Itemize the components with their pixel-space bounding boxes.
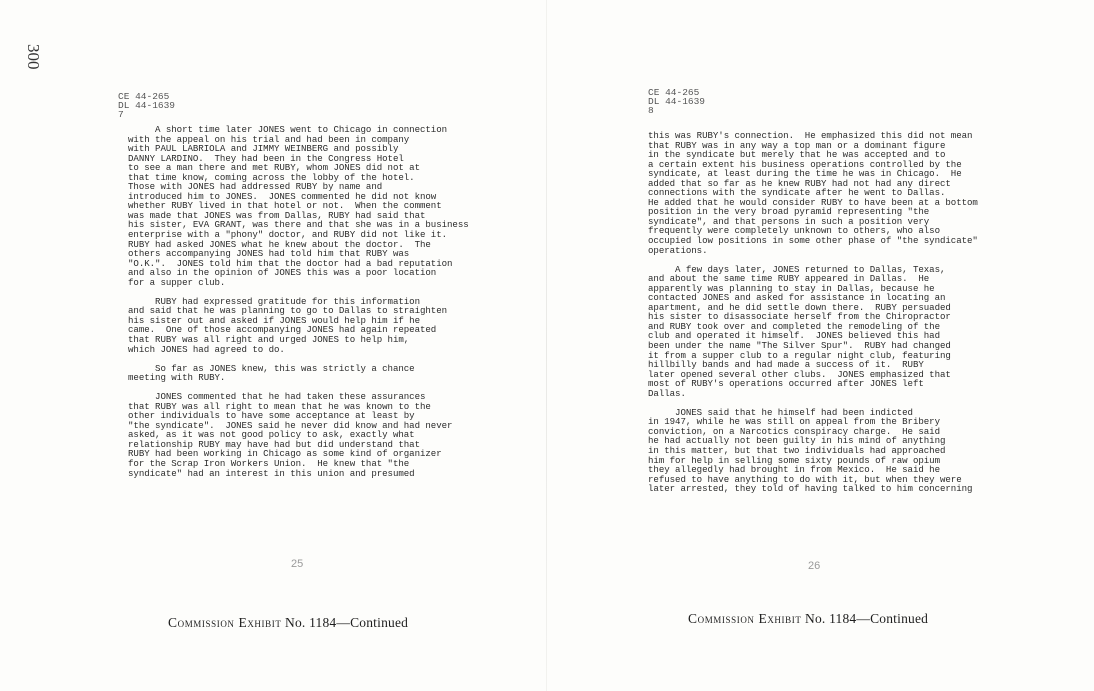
text-line: syndicate", and that persons in such a position very	[648, 215, 930, 227]
text-line: apartment, and he did settle down there. RUBY persuaded	[648, 301, 951, 313]
text-line: occupied low positions in some other phase of "the syndicate"	[648, 235, 978, 247]
text-line: enterprise with a "phony" doctor, and RUBY did not like it.	[128, 229, 448, 241]
text-line: DANNY LARDINO. They had been in the Congress Hotel	[128, 152, 404, 164]
text-line: that time know, coming across the lobby of the hotel.	[128, 171, 415, 183]
side-page-number: 300	[24, 44, 43, 70]
text-line: conviction, on a Narcotics conspiracy charge. He said	[648, 425, 940, 437]
text-line: refused to have anything to do with it, but when they were	[648, 473, 962, 485]
text-line: relationship RUBY may have had but did understand that	[128, 438, 420, 450]
text-line: Dallas.	[648, 387, 686, 399]
left-exhibit-number: No. 1184—Continued	[285, 615, 409, 630]
left-header-page-line: 7	[118, 109, 124, 120]
text-line: came. One of those accompanying JONES had again repeated	[128, 324, 437, 336]
text-line: it from a supper club to a regular night club, featuring	[648, 349, 951, 361]
text-line: Those with JONES had addressed RUBY by name and	[128, 181, 383, 193]
left-page-header	[118, 92, 175, 119]
paragraph	[648, 408, 978, 494]
left-page-body	[128, 125, 469, 488]
text-line: been under the name "The Silver Spur". RUBY had changed	[648, 339, 951, 351]
text-line: in the syndicate but merely that he was accepted and to	[648, 149, 946, 161]
left-page-folio: 25	[291, 558, 304, 570]
text-line: this was RUBY's connection. He emphasized this did not mean	[648, 130, 973, 141]
text-line: his sister, EVA GRANT, was there and that she was in a business	[128, 219, 469, 231]
text-line: hillbilly bands and had made a success of it. RUBY	[648, 359, 924, 371]
right-page-body	[648, 131, 978, 503]
text-line: added that so far as he knew RUBY had not had any direct	[648, 177, 951, 189]
text-line: and also in the opinion of JONES this was a poor location	[128, 267, 437, 279]
text-line: asked, as it was not good policy to ask, exactly what	[128, 429, 415, 441]
paragraph	[128, 125, 469, 287]
text-line: "the syndicate". JONES said he never did know and had never	[128, 419, 453, 431]
text-line: connections with the syndicate after he went to Dallas.	[648, 187, 946, 199]
text-line: was made that JONES was from Dallas, RUBY had said that	[128, 209, 426, 221]
paragraph	[128, 392, 469, 478]
text-line: frequently were completely unknown to others, who also	[648, 225, 940, 237]
text-line: him for help in selling some sixty pounds of raw opium	[648, 454, 940, 466]
right-exhibit-caption	[688, 611, 928, 627]
text-line: club and operated it himself. JONES believed this had	[648, 330, 940, 342]
text-line: in this matter, but that two individuals had approached	[648, 444, 946, 456]
right-exhibit-prefix: Commission Exhibit	[688, 611, 802, 626]
text-line: syndicate, at least during the time he was in Chicago. He	[648, 168, 962, 180]
left-exhibit-caption	[168, 615, 408, 631]
text-line: that RUBY was all right and urged JONES to help him,	[128, 333, 410, 345]
right-page-header	[648, 88, 705, 115]
text-line: and about the same time RUBY appeared in Dallas. He	[648, 273, 930, 285]
right-header-page-line: 8	[648, 105, 654, 116]
text-line: position in the very broad pyramid representing "the	[648, 206, 930, 218]
text-line: a certain extent his business operations controlled by the	[648, 158, 962, 170]
text-line: apparently was planning to stay in Dallas, because he	[648, 282, 935, 294]
text-line: in 1947, while he was still on appeal from the Bribery	[648, 416, 940, 428]
text-line: "O.K.". JONES told him that the doctor had a bad reputation	[128, 257, 453, 269]
paragraph	[128, 297, 469, 354]
paragraph	[648, 131, 978, 255]
left-header-file-line-2: DL 44-1639	[118, 100, 176, 111]
left-header-file-line-1: CE 44-265	[118, 91, 170, 102]
text-line: which JONES had agreed to do.	[128, 343, 285, 355]
text-line: most of RUBY's operations occurred after JONES left	[648, 378, 924, 390]
text-line: he had actually not been guilty in his mind of anything	[648, 435, 946, 447]
text-line: and said that he was planning to go to Dallas to straighten	[128, 305, 448, 317]
text-line: they allegedly had brought in from Mexico. He said he	[648, 464, 940, 476]
right-page-folio: 26	[808, 560, 821, 572]
text-line: that RUBY was all right to mean that he was known to the	[128, 400, 431, 412]
text-line: other individuals to have some acceptance at least by	[128, 410, 415, 422]
right-exhibit-number: No. 1184—Continued	[805, 611, 929, 626]
text-line: operations.	[648, 244, 708, 256]
text-line: whether RUBY lived in that hotel or not. When the comment	[128, 200, 442, 212]
text-line: syndicate" had an interest in this union and presumed	[128, 467, 415, 479]
text-line: with PAUL LABRIOLA and JIMMY WEINBERG and possibly	[128, 143, 399, 155]
text-line: JONES commented that he had taken these assurances	[128, 391, 426, 403]
right-header-file-line-2: DL 44-1639	[648, 96, 706, 107]
text-line: RUBY had expressed gratitude for this information	[128, 295, 420, 307]
text-line: others accompanying JONES had told him that RUBY was	[128, 248, 410, 260]
right-header-file-line-1: CE 44-265	[648, 87, 700, 98]
text-line: So far as JONES knew, this was strictly a chance	[128, 362, 415, 374]
text-line: that RUBY was in any way a top man or a dominant figure	[648, 139, 946, 151]
text-line: meeting with RUBY.	[128, 372, 226, 384]
text-line: with the appeal on his trial and had been in company	[128, 133, 410, 145]
page-gutter	[546, 0, 547, 691]
text-line: A few days later, JONES returned to Dallas, Texas,	[648, 263, 946, 275]
text-line: for the Scrap Iron Workers Union. He knew that "the	[128, 458, 410, 469]
text-line: to see a man there and met RUBY, whom JONES did not at	[128, 162, 420, 174]
paragraph	[648, 265, 978, 399]
text-line: and RUBY took over and completed the remodeling of the	[648, 320, 940, 332]
left-exhibit-prefix: Commission Exhibit	[168, 615, 282, 630]
text-line: introduced him to JONES. JONES commented he did not know	[128, 190, 437, 202]
text-line: his sister to disassociate herself from the Chiropractor	[648, 311, 951, 323]
text-line: later arrested, they told of having talked to him concerning	[648, 483, 973, 495]
paragraph	[128, 364, 469, 383]
text-line: JONES said that he himself had been indicted	[648, 406, 913, 418]
text-line: RUBY had been working in Chicago as some kind of organizer	[128, 448, 442, 460]
text-line: for a supper club.	[128, 276, 226, 288]
text-line: his sister out and asked if JONES would help him if he	[128, 314, 420, 326]
text-line: He added that he would consider RUBY to have been at a bottom	[648, 196, 978, 208]
text-line: contacted JONES and asked for assistance in locating an	[648, 292, 946, 304]
text-line: later opened several other clubs. JONES emphasized that	[648, 368, 951, 380]
text-line: RUBY had asked JONES what he knew about the doctor. The	[128, 238, 431, 250]
text-line: A short time later JONES went to Chicago in connection	[128, 124, 448, 135]
